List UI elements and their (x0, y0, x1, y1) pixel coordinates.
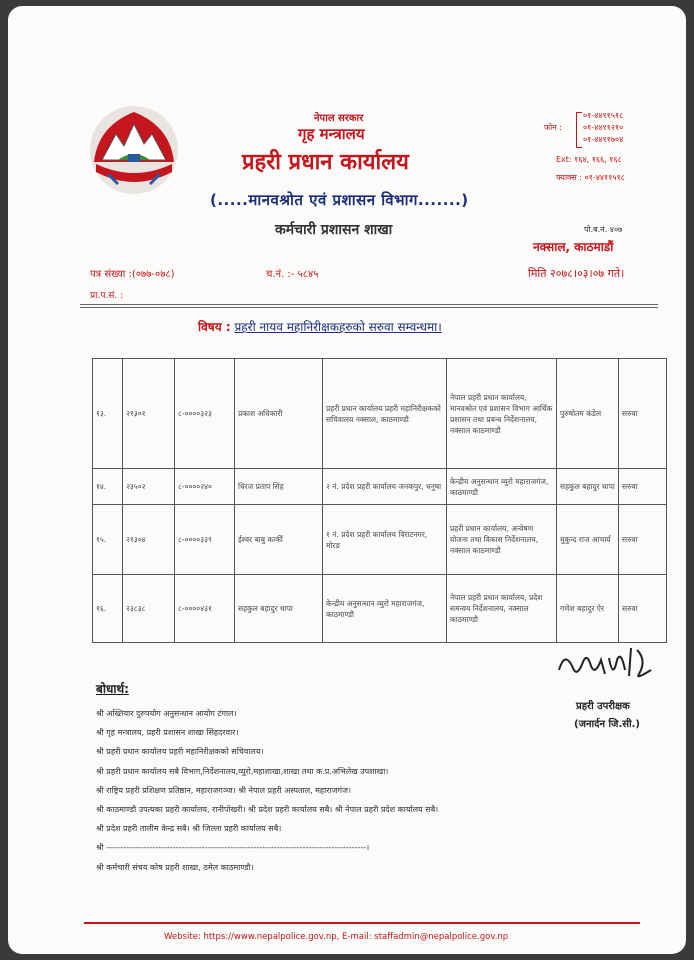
subject-label: विषय : (198, 320, 231, 334)
name-cell: प्रकाश अधिकारी (235, 359, 323, 469)
patra-sankhya: पत्र संख्या :(०७७-०७८) (90, 269, 175, 280)
serial-cell: १६. (93, 575, 123, 643)
remark-cell: सरुवा (619, 469, 667, 505)
office-name: प्रहरी प्रधान कार्यालय (242, 150, 409, 175)
table-row (93, 575, 667, 643)
list-item: श्री कर्मचारी संचय कोष प्रहरी शाखा, ठमेल काठमाण्डौ। (96, 862, 254, 872)
from-office-cell: १ नं. प्रदेश प्रहरी कार्यालय विराटनगर, मोरङ (323, 505, 447, 575)
nepal-government-emblem (88, 104, 180, 196)
remark-cell: सरुवा (619, 575, 667, 643)
serial-cell: १५. (93, 505, 123, 575)
phone-label: फोन : (544, 123, 562, 132)
to-office-cell: केन्द्रीय अनुसन्धान व्युरो महाराजगंज, काठमाण्डौ (447, 469, 557, 505)
signatory-title: प्रहरी उपरीक्षक (576, 701, 630, 712)
department-name: (.....मानवश्रोत एवं प्रशासन विभाग.......) (210, 191, 469, 209)
name-cell: सहकुल बहादुर थापा (235, 575, 323, 643)
from-office-cell: प्रहरी प्रधान कार्यालय प्रहरी महानिरीक्षकको सचिवालय नक्साल, काठमाण्डौ (323, 359, 447, 469)
footer-contact: Website: https://www.nepalpolice.gov.np, E-mail: staffadmin@nepalpolice.gov.np (164, 932, 509, 942)
code-cell: ८-००००२४० (175, 469, 235, 505)
branch-name: कर्मचारी प्रशासन शाखा (275, 222, 393, 238)
id-cell: २१३०१ (123, 359, 175, 469)
list-item: श्री काठमाण्डौ उपत्यका प्रहरी कार्यालय, रानीपोखरी। श्री प्रदेश प्रहरी कार्यालय सबै। श्री नेपाल प्रहरी प्रदेश कार्यालय सबै। (96, 805, 439, 815)
chalani-number: च.नं. :- ५८४५ (266, 269, 319, 280)
list-item: श्री राष्ट्रिय प्रहरी प्रशिक्षण प्रतिष्ठान, महाराजगञ्ज। श्री नेपाल प्रहरी अस्पताल, महाराजगंज। (96, 785, 352, 795)
list-item: श्री प्रहरी प्रधान कार्यालय प्रहरी महानिरीक्षकको सचिवालय। (96, 747, 264, 757)
replacement-cell: गणेश बहादुर ऐर (557, 575, 619, 643)
fax-number: फ्याक्स : ०१-४४११५१८ (556, 173, 625, 182)
replacement-cell: पुरुषोतम कंडेल (557, 359, 619, 469)
letter-date: मिति २०७८।०३।०७ गते। (528, 267, 625, 280)
code-cell: ८-००००३२३ (175, 359, 235, 469)
to-office-cell: नेपाल प्रहरी प्रधान कार्यालय, मानवश्रोत एवं प्रशासन विभाग आर्थिक प्रशासन तथा प्रबन्ध निर्देशनालय, नक्साल काठमाण्डौ (447, 359, 557, 469)
divider (80, 304, 658, 305)
name-cell: धिरज प्रताप सिंह (235, 469, 323, 505)
phone-bracket (576, 112, 582, 148)
from-office-cell: केन्द्रीय अनुसन्धान व्युरो महाराजगंज, काठमाण्डौ (323, 575, 447, 643)
divider (80, 307, 658, 308)
footer-divider (84, 922, 640, 924)
subject-text: प्रहरी नायव महानिरीक्षकहरुको सरुवा सम्वन्धमा। (234, 320, 442, 334)
to-office-cell: नेपाल प्रहरी प्रधान कार्यालय, प्रदेश समन्वय निर्देशनालय, नक्साल काठमाण्डौ (447, 575, 557, 643)
list-item: श्री अख्तियार दुरुपयोग अनुसन्धान आयोग टंगाल। (96, 709, 237, 718)
phone-extensions: Ext: १६४, १६६, १६८ (556, 155, 622, 164)
replacement-cell: सहकुल बहादुर थापा (557, 469, 619, 505)
office-location: नक्साल, काठमाडौं (533, 240, 614, 254)
prap-number: प्रा.प.सं. : (90, 291, 124, 301)
id-cell: २३५०२ (123, 469, 175, 505)
table-row (93, 359, 667, 469)
phone-numbers (583, 110, 623, 146)
code-cell: ८-००००४३१ (175, 575, 235, 643)
to-office-cell: प्रहरी प्रधान कार्यालय, अन्वेषण योजना तथा विकास निर्देशनालय, नक्साल काठमाण्डौ (447, 505, 557, 575)
bodharth-list (96, 704, 636, 877)
list-item: श्री प्रदेश प्रहरी तालीम केन्द्र सबै। श्री जिल्ला प्रहरी कार्यालय सबै। (96, 824, 282, 834)
government-name: नेपाल सरकार (314, 113, 364, 124)
name-cell: ईश्वर बाबु कार्की (235, 505, 323, 575)
table-row (93, 469, 667, 505)
id-cell: २१३०४ (123, 505, 175, 575)
replacement-cell: मुकुन्द राज आचार्य (557, 505, 619, 575)
signatory-name: (जनार्दन जि.सी.) (574, 719, 640, 730)
subject-line (198, 318, 442, 335)
letter-page (8, 6, 686, 954)
bodharth-title: बोधार्थ: (96, 682, 129, 696)
phone-number: ०१-४४११५१८ (583, 111, 624, 120)
from-office-cell: २ नं. प्रदेश प्रहरी कार्यालय जनकपुर, धनुषा (323, 469, 447, 505)
ministry-name: गृह मन्त्रालय (298, 125, 365, 143)
phone-number: ०१-४४११७०४ (583, 135, 624, 144)
signature (551, 640, 663, 686)
list-item: श्री गृह मन्त्रालय, प्रहरी प्रशासन शाखा सिंहदरवार। (96, 728, 239, 738)
code-cell: ८-००००३३९ (175, 505, 235, 575)
phone-number: ०१-४४११२१० (583, 123, 624, 132)
po-box: पो.ब.नं. ४०७ (584, 225, 623, 234)
table-row (93, 505, 667, 575)
remark-cell: सरुवा (619, 359, 667, 469)
transfer-table (92, 358, 667, 643)
list-item: श्री प्रहरी प्रधान कार्यालय सबै विभाग,निर्देशनालय,व्युरो,महाशाखा,शाखा तथा क.प्र.अभिलेख उपशाखा। (96, 766, 389, 776)
serial-cell: १३. (93, 359, 123, 469)
serial-cell: १४. (93, 469, 123, 505)
list-item: श्री ------------------------------------------------------------------------------------------। (96, 843, 370, 853)
id-cell: २३८३८ (123, 575, 175, 643)
remark-cell: सरुवा (619, 505, 667, 575)
